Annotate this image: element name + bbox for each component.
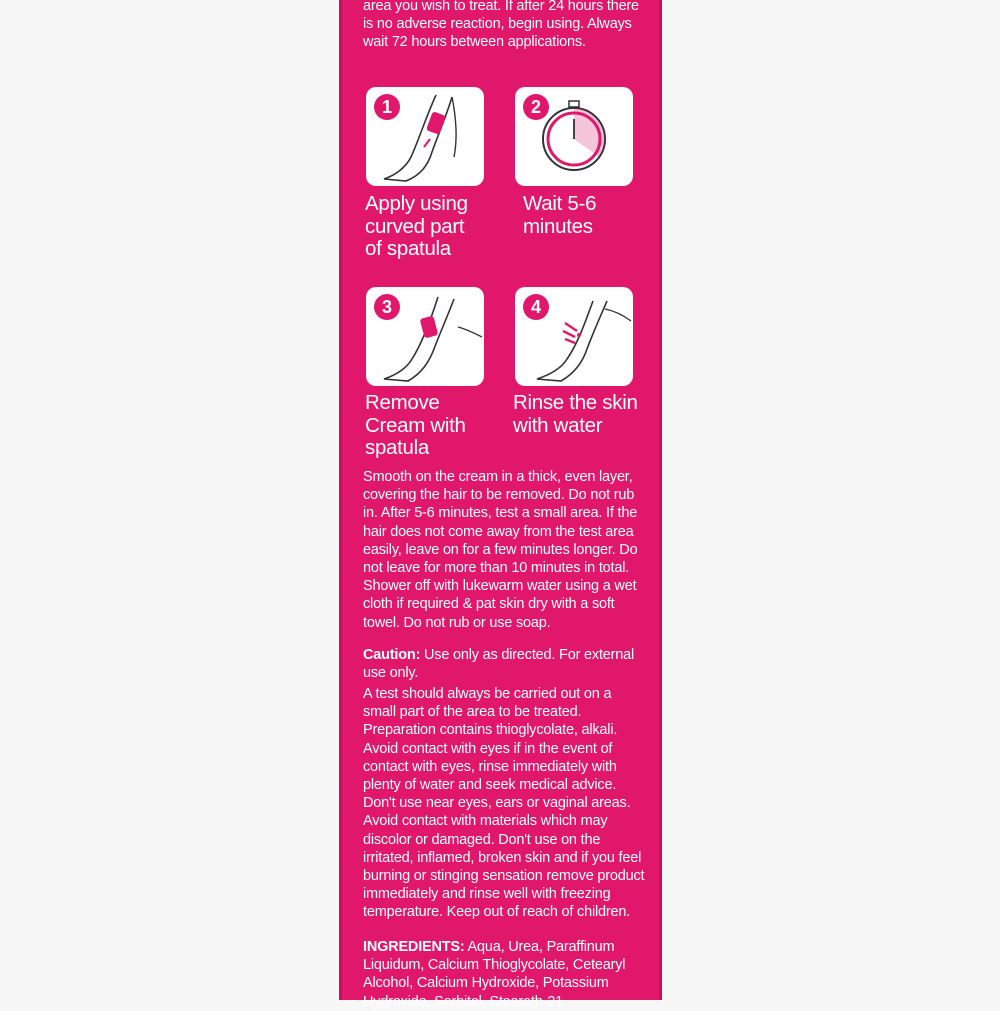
- step-3-caption: Remove Cream with spatula: [365, 391, 466, 459]
- caution-label: Caution:: [363, 647, 421, 663]
- warnings-text: A test should always be carried out on a small part of the area to be treated. Preparation contains thioglycolate, alkali. Avoid contact with eyes if in the event of contact with eyes, rinse immediately with plenty of water and seek medical advice. Don't use near eyes, ears or vaginal areas. Avoid contact with materials which may discolor or damaged. Don't use on the irritated, inflamed, broken skin and if you feel burning or stinging sensation remove product immediately and rinse well with freezing temperature. Keep out of reach of children.: [363, 686, 645, 921]
- step-4-card: [515, 287, 633, 386]
- step-number-badge: 4: [523, 294, 549, 320]
- caution-body: Use only as directed. For external use only.: [363, 647, 635, 682]
- step-number-badge: 2: [523, 94, 549, 120]
- step-number-badge: 3: [374, 294, 400, 320]
- step-3-card: [366, 287, 484, 386]
- ingredients-body: Aqua, Urea, Paraffinum Liquidum, Calcium Thioglycolate, Cetearyl Alcohol, Calcium Hydroxide, Potassium Hydroxide, Sorbitol, Steareth-21: [363, 939, 626, 1010]
- step-1-caption: Apply using curved part of spatula: [365, 192, 468, 260]
- step-2-card: [515, 87, 633, 186]
- product-box-panel: [339, 0, 662, 1010]
- directions-text: Smooth on the cream in a thick, even layer, covering the hair to be removed. Do not rub in. After 5-6 minutes, test a small area. If the hair does not come away from the test area easily, leave on for a few minutes longer. Do not leave for more than 10 minutes in total. Shower off with lukewarm water using a wet cloth if required & pat skin dry with a soft towel. Do not rub or use soap.: [363, 469, 638, 631]
- step-2-caption: Wait 5-6 minutes: [523, 192, 597, 238]
- caution-text: [363, 646, 645, 682]
- ingredients-label: INGREDIENTS:: [363, 939, 465, 955]
- step-number-badge: 1: [374, 94, 400, 120]
- ingredients-text: [363, 938, 645, 1011]
- step-4-caption: Rinse the skin with water: [513, 391, 638, 437]
- step-1-card: [366, 87, 484, 186]
- patch-test-text: area you wish to treat. If after 24 hours there is no adverse reaction, begin using. Always wait 72 hours between applications.: [363, 0, 639, 51]
